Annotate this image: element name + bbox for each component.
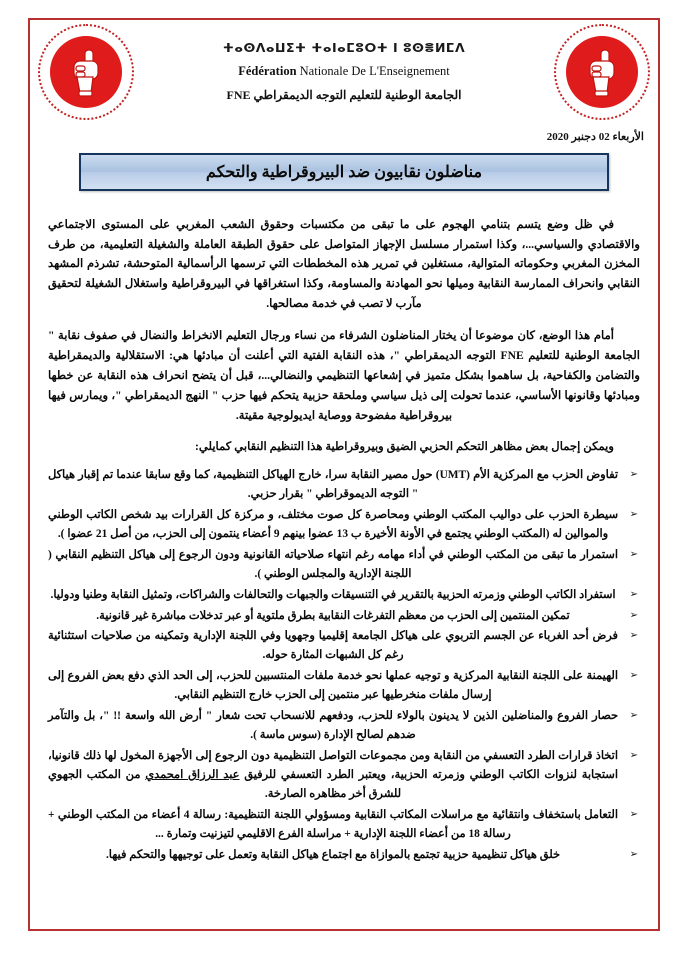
header-french-line [134, 64, 554, 79]
raised-fist-icon-right [63, 46, 109, 98]
fne-logo-right [38, 24, 134, 120]
paragraph-2: أمام هذا الوضع، كان موضوعا أن يختار المناضلون الشرفاء من نساء ورجال التعليم الانخراط والنضال في صفوف نقابة " الجامعة الوطنية للتعليم FNE التوجه الديمقراطي "، هذه النقابة الفتية التي أعلنت أن مبادئها هي: الاستقلالية والديمقراطية والتضامن والكفاحية، بل ساهموا بشكل متميز في إشعاعها التنظيمي والنضالي...، قبل أن يتضح انحراف هذه النقابة عن خطها ومبادئها وقانونها الأساسي، عندما تحولت إلى ذيل سياسي وملحقة حزبية يتحكم فيها حزب " النهج الديمقراطي "، ويمارس فيها بيروقراطية مفضوحة ووصاية ايديولوجية مقيتة. [48, 328, 640, 422]
header-french-bold: Fédération [238, 64, 297, 78]
list-item-text: التعامل باستخفاف وانتقائية مع مراسلات المكاتب النقابية ومسؤولي اللجنة التنظيمية: رسالة 4 أعضاء من المكتب الوطني + رسالة 18 من أعضاء اللجنة الإدارية + مراسلة الفرع الاقليمي لتيزنيت وتمارة ... [48, 808, 618, 840]
list-item [48, 707, 640, 745]
bullet-arrow-icon: ➢ [629, 548, 638, 560]
header-titles [134, 24, 554, 103]
points-list [48, 466, 640, 864]
document-frame [28, 18, 660, 931]
raised-fist-icon-left [579, 46, 625, 98]
list-item-text: حصار الفروع والمناضلين الذين لا يدينون بالولاء للحزب، ودفعهم للانسحاب تحت شعار " أرض الله واسعة !! "، بل والتآمر ضدهم لصالح الإدارة (سوس ماسة ). [48, 710, 618, 742]
fne-logo-left [554, 24, 650, 120]
underlined-person-name: عبد الرزاق امحمدي [145, 768, 240, 781]
header-tifinagh-line: ⵜⴰⵙⴷⴰⵡⵉⵜ ⵜⴰⵏⴰⵎⵓⵔⵜ ⵏ ⵓⵙⴻⵍⵎⴷ [222, 40, 466, 55]
bullet-arrow-icon: ➢ [629, 630, 638, 642]
bullet-arrow-icon: ➢ [629, 750, 638, 761]
list-item-text: فرض أحد الغرباء عن الجسم التربوي على هياكل الجامعة إقليميا وجهويا وفي اللجنة الإدارية وتمكينه من صلاحيات استثنائية رغم كل الشبهات المثارة حوله. [48, 630, 618, 662]
list-item [48, 667, 640, 705]
list-item [48, 806, 640, 844]
list-item [48, 747, 640, 804]
list-item-text: خلق هياكل تنظيمية حزبية تجتمع بالموازاة مع اجتماع هياكل النقابة وتعمل على توجيهها والتحكم فيها. [105, 848, 561, 861]
bullet-arrow-icon: ➢ [629, 588, 638, 600]
list-item [48, 586, 640, 605]
list-lead-in: ويمكن إجمال بعض مظاهر التحكم الحزبي الضيق وبيروقراطية هذا التنظيم النقابي كمايلي: [194, 440, 614, 454]
list-item [48, 846, 640, 865]
bullet-arrow-icon: ➢ [629, 670, 638, 682]
list-item-text: تفاوض الحزب مع المركزية الأم (UMT) حول مصير النقابة سرا، خارج الهياكل التنظيمية، كما وقع سابقا عندما تم إقبار هياكل " التوجه الديموقراطي " بقرار حزبي. [48, 469, 618, 501]
page-title: مناضلون نقابيون ضد البيروقراطية والتحكم [205, 164, 483, 181]
list-item-text: اتخاذ قرارات الطرد التعسفي من النقابة ومن مجموعات التواصل التنظيمية دون الرجوع إلى الأجهزة المخول لها ذلك قانونيا، استجابة لنزوات الكاتب الوطني وزمرته الحزبية، ويعتبر الطرد التعسفي للرفيق عبد الرزاق امحمدي من المكتب الجهوي للشرق أخر مظاهره الصارخة. [48, 750, 618, 800]
header-arabic-line: الجامعة الوطنية للتعليم التوجه الديمقراطي FNE [226, 88, 462, 102]
bullet-arrow-icon: ➢ [629, 710, 638, 722]
list-item-text: استمرار ما تبقى من المكتب الوطني في أداء مهامه رغم انتهاء صلاحياته القانونية ودون الرجوع إلى هياكل التنظيم النقابي ( اللجنة الإدارية والمجلس الوطني ). [48, 548, 618, 580]
bullet-arrow-icon: ➢ [629, 508, 638, 520]
list-item-text: تمكين المنتمين إلى الحزب من معظم التفرغات النقابية بطرق ملتوية أو عبر تدخلات مباشرة غير قانونية. [96, 609, 570, 622]
document-title-box [79, 153, 609, 191]
list-item [48, 506, 640, 544]
list-item-text: الهيمنة على اللجنة النقابية المركزية و توجيه عملها نحو خدمة ملفات المنتسبين للحزب، إلى الحد الذي دفع بعض الفروع إلى إرسال ملفات منخرطيها عبر منتمين إلى الحزب خارج التنظيم النقابي. [48, 670, 618, 702]
list-item [48, 607, 640, 626]
document-body [30, 191, 658, 873]
list-item [48, 627, 640, 665]
header-french-rest: Nationale De L'Enseignement [296, 64, 450, 78]
list-item [48, 466, 640, 504]
bullet-arrow-icon: ➢ [629, 609, 638, 621]
list-item [48, 546, 640, 584]
paragraph-1: في ظل وضع يتسم بتنامي الهجوم على ما تبقى من مكتسبات وحقوق الشعب المغربي على المستوى الاجتماعي والاقتصادي والسياسي...، وكذا استمرار مسلسل الإجهاز المتواصل على حقوق الطبقة العاملة والشغيلة التعليمية، من طرف المخزن المغربي وحكوماته المتوالية، مستغلين في تمرير هذه المخططات التي ترسمها الرأسمالية المتوحشة، تشرذم المشهد النقابي وانحراف الممارسة النقابية وميلها نحو المهادنة والمساومة، وكذا استغراقها في البيروقراطية واستغلال الشغيلة لتحقيق مآرب لا تصب في خدمة مصالحها. [48, 217, 640, 311]
list-item-text: استفراد الكاتب الوطني وزمرته الحزبية بالتقرير في التنسيقات والجبهات والتحالفات والشراكات، وتمثيل النقابة وطنيا ودوليا. [50, 588, 616, 601]
document-date: الأربعاء 02 دجنبر 2020 [546, 131, 644, 143]
bullet-arrow-icon: ➢ [629, 469, 638, 481]
list-item-text: سيطرة الحزب على دواليب المكتب الوطني ومحاصرة كل صوت مختلف، و مركزة كل القرارات بيد شخص الكاتب الوطني والموالين له (المكتب الوطني يجتمع في الأونة الأخيرة ب 13 عضوا بينهم 9 أعضاء ينتمون إلى الحزب، من أصل 21 عضوا ). [48, 508, 618, 540]
bullet-arrow-icon: ➢ [629, 808, 638, 820]
bullet-arrow-icon: ➢ [629, 848, 638, 860]
document-header [30, 20, 658, 128]
